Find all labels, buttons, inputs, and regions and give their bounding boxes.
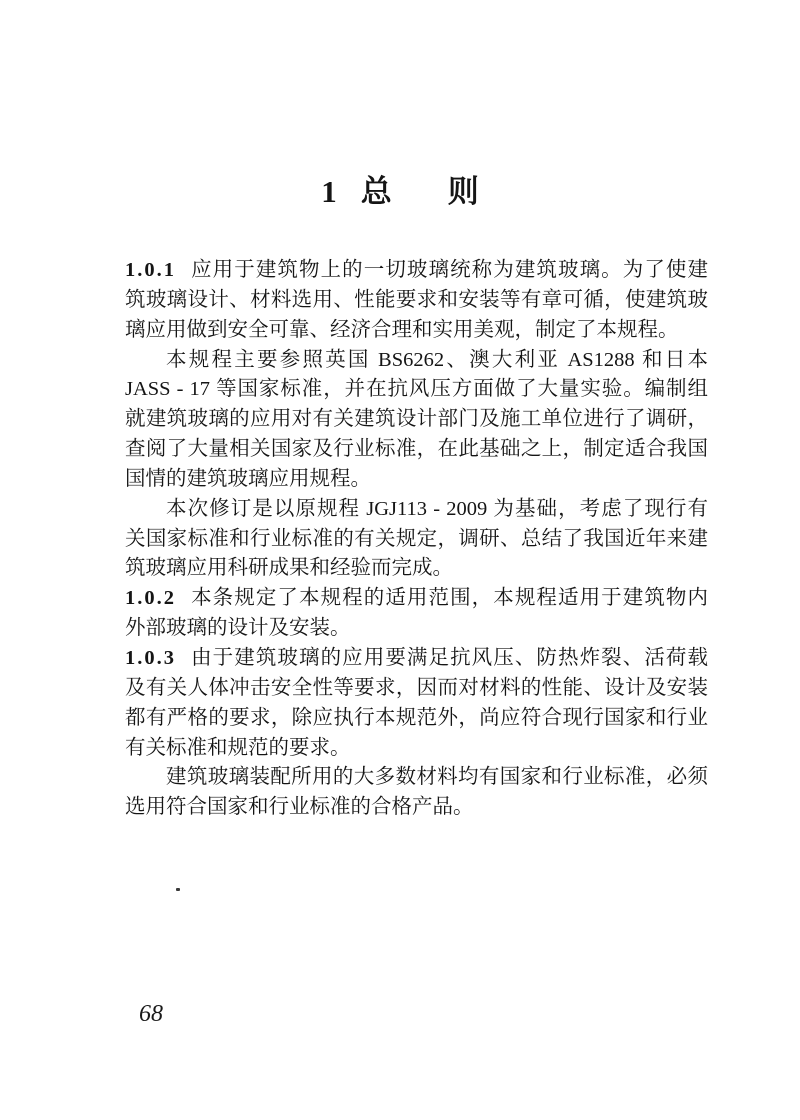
line-text: 建筑玻璃装配所用的大多数材料均有国家和行业标准，必须 bbox=[166, 766, 708, 789]
chapter-number: 1 bbox=[321, 174, 337, 209]
text-line bbox=[125, 316, 708, 346]
text-line bbox=[125, 405, 708, 435]
clause-line bbox=[125, 584, 708, 614]
line-text: 由于建筑玻璃的应用要满足抗风压、防热炸裂、活荷载 bbox=[190, 646, 708, 669]
text-line bbox=[125, 286, 708, 316]
line-text: 有关标准和规范的要求。 bbox=[125, 736, 351, 759]
line-text: 都有严格的要求，除应执行本规范外，尚应符合现行国家和行业 bbox=[125, 706, 708, 729]
chapter-title-word-right: 则 bbox=[447, 174, 479, 209]
line-text: 璃应用做到安全可靠、经济合理和实用美观，制定了本规程。 bbox=[125, 318, 679, 341]
clause-line bbox=[125, 256, 708, 286]
line-text: 应用于建筑物上的一切玻璃统称为建筑玻璃。为了使建 bbox=[190, 259, 708, 281]
clause-number: 1.0.2 bbox=[125, 587, 176, 610]
scan-speck-artifact bbox=[176, 888, 180, 891]
line-text: 及有关人体冲击安全性等要求，因而对材料的性能、设计及安装 bbox=[125, 676, 708, 699]
text-line bbox=[125, 495, 708, 525]
text-line bbox=[125, 704, 708, 734]
text-line bbox=[125, 435, 708, 465]
chapter-title bbox=[0, 172, 800, 212]
line-text: 筑玻璃应用科研成果和经验而完成。 bbox=[125, 557, 453, 580]
text-line bbox=[125, 793, 708, 823]
line-text: 本规程主要参照英国 BS6262、澳大利亚 AS1288 和日本 bbox=[166, 348, 708, 371]
text-line bbox=[125, 614, 708, 644]
clause-number: 1.0.3 bbox=[125, 646, 176, 669]
line-text: 外部玻璃的设计及安装。 bbox=[125, 617, 351, 640]
line-text: 就建筑玻璃的应用对有关建筑设计部门及施工单位进行了调研， bbox=[125, 408, 708, 431]
line-text: JASS - 17 等国家标准，并在抗风压方面做了大量实验。编制组 bbox=[125, 378, 708, 401]
text-line bbox=[125, 375, 708, 405]
line-text: 关国家标准和行业标准的有关规定，调研、总结了我国近年来建 bbox=[125, 527, 708, 550]
text-line bbox=[125, 763, 708, 793]
line-text: 筑玻璃设计、材料选用、性能要求和安装等有章可循，使建筑玻 bbox=[125, 288, 708, 311]
line-text: 国情的建筑玻璃应用规程。 bbox=[125, 467, 371, 490]
body-text bbox=[125, 256, 708, 823]
text-line bbox=[125, 346, 708, 376]
page-number: 68 bbox=[139, 1001, 163, 1027]
chapter-title-word-left: 总 bbox=[360, 174, 392, 209]
line-text: 选用符合国家和行业标准的合格产品。 bbox=[125, 796, 474, 819]
line-text: 查阅了大量相关国家及行业标准，在此基础之上，制定适合我国 bbox=[125, 438, 708, 461]
text-line bbox=[125, 465, 708, 495]
text-line bbox=[125, 674, 708, 704]
text-line bbox=[125, 525, 708, 555]
line-text: 本条规定了本规程的适用范围，本规程适用于建筑物内 bbox=[190, 587, 708, 610]
text-line bbox=[125, 734, 708, 764]
clause-line bbox=[125, 644, 708, 674]
line-text: 本次修订是以原规程 JGJ113 - 2009 为基础，考虑了现行有 bbox=[166, 497, 708, 520]
clause-number: 1.0.1 bbox=[125, 259, 176, 281]
text-line bbox=[125, 554, 708, 584]
